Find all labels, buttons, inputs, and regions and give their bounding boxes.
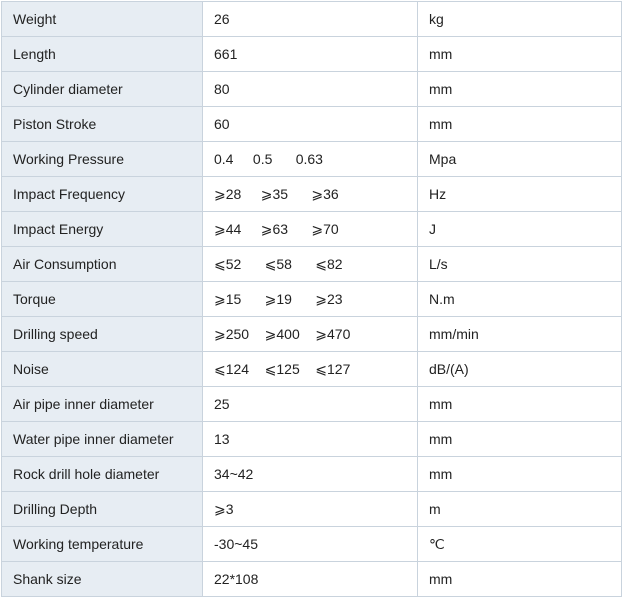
parameter-value: 80 — [203, 72, 418, 107]
table-row — [2, 282, 622, 317]
parameter-name: Impact Frequency — [2, 177, 203, 212]
table-row — [2, 562, 622, 597]
parameter-unit: Mpa — [418, 142, 622, 177]
parameter-value: 22*108 — [203, 562, 418, 597]
table-row — [2, 422, 622, 457]
parameter-value: ⩾15 ⩾19 ⩾23 — [203, 282, 418, 317]
parameter-name: Impact Energy — [2, 212, 203, 247]
parameter-value: ⩾44 ⩾63 ⩾70 — [203, 212, 418, 247]
table-row — [2, 352, 622, 387]
parameter-unit: N.m — [418, 282, 622, 317]
table-row — [2, 247, 622, 282]
parameter-name: Weight — [2, 2, 203, 37]
parameter-value: 661 — [203, 37, 418, 72]
table-row — [2, 72, 622, 107]
parameter-unit: mm — [418, 37, 622, 72]
parameter-value: ⩾28 ⩾35 ⩾36 — [203, 177, 418, 212]
spec-table-body — [2, 2, 622, 597]
parameter-name: Shank size — [2, 562, 203, 597]
table-row — [2, 177, 622, 212]
parameter-unit: L/s — [418, 247, 622, 282]
parameter-value: 25 — [203, 387, 418, 422]
table-row — [2, 107, 622, 142]
table-row — [2, 387, 622, 422]
specification-table — [1, 1, 622, 597]
parameter-name: Working temperature — [2, 527, 203, 562]
table-row — [2, 142, 622, 177]
table-row — [2, 37, 622, 72]
parameter-value: 60 — [203, 107, 418, 142]
parameter-value: 13 — [203, 422, 418, 457]
parameter-name: Rock drill hole diameter — [2, 457, 203, 492]
parameter-value: ⩾3 — [203, 492, 418, 527]
parameter-name: Working Pressure — [2, 142, 203, 177]
parameter-name: Drilling Depth — [2, 492, 203, 527]
parameter-unit: m — [418, 492, 622, 527]
parameter-value: 0.4 0.5 0.63 — [203, 142, 418, 177]
parameter-unit: mm — [418, 72, 622, 107]
parameter-name: Cylinder diameter — [2, 72, 203, 107]
parameter-unit: Hz — [418, 177, 622, 212]
parameter-name: Water pipe inner diameter — [2, 422, 203, 457]
parameter-unit: mm — [418, 387, 622, 422]
parameter-unit: ℃ — [418, 527, 622, 562]
parameter-name: Air Consumption — [2, 247, 203, 282]
table-row — [2, 2, 622, 37]
parameter-name: Length — [2, 37, 203, 72]
parameter-value: 26 — [203, 2, 418, 37]
parameter-name: Torque — [2, 282, 203, 317]
table-row — [2, 457, 622, 492]
parameter-value: ⩽52 ⩽58 ⩽82 — [203, 247, 418, 282]
parameter-name: Piston Stroke — [2, 107, 203, 142]
parameter-unit: dB/(A) — [418, 352, 622, 387]
parameter-name: Drilling speed — [2, 317, 203, 352]
table-row — [2, 527, 622, 562]
parameter-unit: mm — [418, 107, 622, 142]
parameter-name: Noise — [2, 352, 203, 387]
parameter-name: Air pipe inner diameter — [2, 387, 203, 422]
parameter-value: ⩽124 ⩽125 ⩽127 — [203, 352, 418, 387]
parameter-unit: mm — [418, 562, 622, 597]
parameter-unit: kg — [418, 2, 622, 37]
table-row — [2, 492, 622, 527]
parameter-unit: J — [418, 212, 622, 247]
parameter-unit: mm — [418, 457, 622, 492]
parameter-unit: mm/min — [418, 317, 622, 352]
table-row — [2, 317, 622, 352]
parameter-value: -30~45 — [203, 527, 418, 562]
parameter-value: 34~42 — [203, 457, 418, 492]
table-row — [2, 212, 622, 247]
parameter-unit: mm — [418, 422, 622, 457]
parameter-value: ⩾250 ⩾400 ⩾470 — [203, 317, 418, 352]
